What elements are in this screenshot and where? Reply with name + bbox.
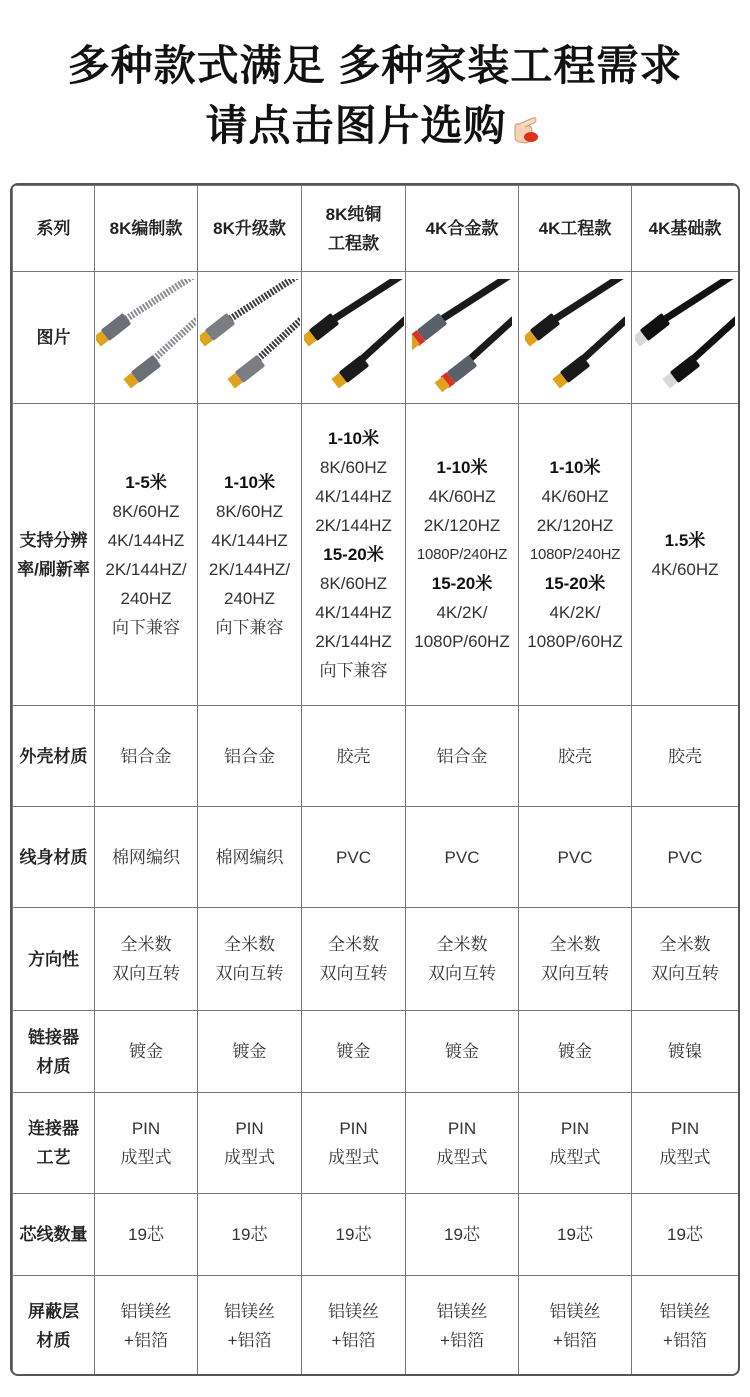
resolution-line: 4K/2K/ [436, 603, 488, 622]
row-label-line: 材质 [36, 1056, 71, 1076]
shield-line: 铝镁丝 [436, 1302, 488, 1321]
cable-body-value: PVC [557, 847, 593, 867]
direction-cell [95, 908, 198, 1011]
black-engineering-hdmi-cable-icon[interactable] [525, 279, 625, 397]
connector-craft-line: 成型式 [549, 1148, 601, 1167]
length-range: 1-10米 [549, 458, 601, 477]
direction-cell [198, 908, 302, 1011]
resolution-line: 1080P/60HZ [527, 632, 623, 651]
row-label-line: 链接器 [28, 1027, 79, 1047]
row-series [13, 186, 739, 272]
cores-cell [198, 1194, 302, 1276]
connector-material-value: 镀金 [445, 1042, 479, 1061]
row-resolution [13, 404, 739, 706]
resolution-line: 1080P/240HZ [416, 546, 508, 563]
braided-black-gray-hdmi-cable-icon[interactable] [200, 279, 300, 397]
resolution-line: 向下兼容 [112, 617, 180, 637]
shield-line: 铝镁丝 [120, 1302, 172, 1321]
cores-value: 19芯 [667, 1225, 703, 1244]
row-image [13, 272, 739, 404]
connector-craft-line: 成型式 [436, 1148, 488, 1167]
direction-line: 双向互转 [541, 964, 609, 983]
shield-cell [632, 1276, 739, 1377]
product-image-cell[interactable] [198, 272, 302, 404]
connector-craft-line: PIN [670, 1119, 700, 1138]
cable-body-value: PVC [444, 847, 480, 867]
row-label-shell [13, 706, 95, 807]
connector-craft-cell [406, 1093, 519, 1194]
cores-cell [406, 1194, 519, 1276]
direction-cell [406, 908, 519, 1011]
shell-value: 胶壳 [336, 746, 371, 766]
resolution-line: 8K/60HZ [319, 574, 388, 593]
page-title-line1: 多种款式满足 多种家装工程需求 [67, 42, 683, 89]
shell-value: 胶壳 [558, 746, 592, 766]
product-image-cell[interactable] [632, 272, 739, 404]
product-image-cell[interactable] [95, 272, 198, 404]
connector-craft-line: PIN [235, 1119, 264, 1138]
connector-material-cell [632, 1011, 739, 1093]
resolution-line: 4K/60HZ [541, 487, 609, 506]
direction-line: 全米数 [224, 935, 275, 954]
row-label-image [13, 272, 95, 404]
length-range: 15-20米 [323, 545, 384, 564]
shell-value: 铝合金 [224, 746, 275, 766]
shell-cell [519, 706, 632, 807]
series-name: 4K合金款 [425, 219, 499, 238]
row-label-line: 连接器 [28, 1119, 79, 1138]
row-label-line: 材质 [36, 1331, 71, 1350]
row-label-cable-body [13, 807, 95, 908]
connector-craft-line: 成型式 [120, 1148, 172, 1167]
row-label-resolution [13, 404, 95, 706]
direction-cell [632, 908, 739, 1011]
cores-cell [519, 1194, 632, 1276]
cores-value: 19芯 [335, 1225, 372, 1244]
connector-material-cell [519, 1011, 632, 1093]
direction-line: 全米数 [120, 935, 172, 954]
series-name: 4K基础款 [648, 219, 722, 238]
row-connector-material [13, 1011, 739, 1093]
shell-cell [302, 706, 406, 807]
connector-craft-cell [632, 1093, 739, 1194]
page-title-line2-text: 请点击图片选购 [205, 102, 507, 149]
direction-line: 全米数 [659, 935, 711, 954]
cores-value: 19芯 [231, 1225, 268, 1244]
series-name: 8K升级款 [213, 219, 286, 238]
connector-material-value: 镀金 [232, 1042, 267, 1061]
resolution-line: 2K/144HZ/ [105, 559, 187, 579]
resolution-line: 4K/144HZ [315, 603, 392, 622]
row-label-text: 外壳材质 [19, 746, 88, 766]
series-cell [198, 186, 302, 272]
series-cell [302, 186, 406, 272]
cores-cell [302, 1194, 406, 1276]
cable-body-value: 棉网编织 [112, 847, 180, 867]
resolution-cell [198, 404, 302, 706]
row-label-text: 方向性 [28, 949, 79, 969]
row-label-line: 屏蔽层 [28, 1302, 79, 1321]
page-title-line2 [0, 98, 750, 154]
direction-line: 双向互转 [651, 964, 719, 983]
connector-craft-line: 成型式 [224, 1148, 275, 1167]
direction-cell [302, 908, 406, 1011]
comparison-table [10, 183, 740, 1376]
shield-cell [302, 1276, 406, 1377]
shield-cell [519, 1276, 632, 1377]
cable-body-cell [406, 807, 519, 908]
shield-cell [95, 1276, 198, 1377]
row-shell [13, 706, 739, 807]
cable-body-cell [302, 807, 406, 908]
row-label-line: 支持分辨 [19, 530, 88, 550]
row-label-cores [13, 1194, 95, 1276]
shield-line: 铝镁丝 [224, 1302, 275, 1321]
row-label-text: 系列 [36, 219, 71, 238]
direction-line: 全米数 [328, 935, 379, 954]
alloy-hdmi-cable-icon[interactable] [412, 279, 512, 397]
connector-craft-cell [198, 1093, 302, 1194]
length-range: 1-5米 [125, 472, 167, 492]
spec-table [12, 185, 739, 1376]
shell-cell [95, 706, 198, 807]
length-range: 1-10米 [223, 472, 276, 492]
series-cell [519, 186, 632, 272]
cable-body-value: PVC [336, 847, 371, 867]
cores-cell [95, 1194, 198, 1276]
cable-body-value: 棉网编织 [215, 847, 284, 867]
connector-craft-line: PIN [447, 1119, 477, 1138]
resolution-cell [406, 404, 519, 706]
direction-line: 全米数 [549, 935, 601, 954]
resolution-line: 2K/120HZ [423, 516, 501, 535]
series-cell [95, 186, 198, 272]
product-image-cell[interactable] [406, 272, 519, 404]
shell-cell [406, 706, 519, 807]
row-label-shield [13, 1276, 95, 1377]
cable-body-cell [95, 807, 198, 908]
resolution-line: 8K/60HZ [319, 458, 388, 477]
connector-material-cell [302, 1011, 406, 1093]
resolution-line: 向下兼容 [215, 617, 284, 637]
cable-body-cell [632, 807, 739, 908]
resolution-line: 4K/144HZ [211, 530, 288, 550]
connector-material-value: 镀金 [558, 1042, 592, 1061]
resolution-line: 向下兼容 [319, 661, 388, 680]
direction-line: 双向互转 [319, 964, 388, 983]
series-name: 工程款 [328, 233, 379, 253]
resolution-line: 4K/60HZ [428, 487, 496, 506]
shield-line: +铝箔 [663, 1331, 707, 1350]
series-name: 4K工程款 [538, 219, 612, 238]
resolution-line: 1080P/60HZ [414, 632, 510, 651]
row-label-connector-material [13, 1011, 95, 1093]
shield-line: 铝镁丝 [328, 1302, 379, 1321]
series-cell [632, 186, 739, 272]
resolution-line: 4K/144HZ [315, 487, 392, 506]
row-label-connector-craft [13, 1093, 95, 1194]
shell-cell [198, 706, 302, 807]
length-range: 1-10米 [327, 429, 380, 448]
resolution-line: 240HZ [120, 588, 172, 608]
row-label-line: 率/刷新率 [17, 559, 90, 579]
shell-cell [632, 706, 739, 807]
direction-cell [519, 908, 632, 1011]
series-cell [406, 186, 519, 272]
connector-material-cell [406, 1011, 519, 1093]
row-label-text: 图片 [36, 328, 71, 347]
resolution-cell [632, 404, 739, 706]
black-copper-hdmi-cable-icon[interactable] [304, 279, 404, 397]
resolution-cell [95, 404, 198, 706]
cores-value: 19芯 [444, 1225, 480, 1244]
product-image-cell[interactable] [302, 272, 406, 404]
direction-line: 双向互转 [428, 964, 496, 983]
connector-craft-line: PIN [339, 1119, 368, 1138]
connector-craft-line: 成型式 [328, 1148, 379, 1167]
resolution-line: 4K/2K/ [549, 603, 601, 622]
resolution-line: 4K/144HZ [107, 530, 185, 550]
connector-craft-cell [302, 1093, 406, 1194]
cores-cell [632, 1194, 739, 1276]
cores-value: 19芯 [128, 1225, 164, 1244]
connector-craft-line: PIN [131, 1119, 161, 1138]
cable-body-cell [198, 807, 302, 908]
resolution-line: 1080P/240HZ [529, 546, 621, 563]
shield-line: +铝箔 [227, 1331, 272, 1350]
shell-value: 胶壳 [668, 746, 702, 766]
resolution-line: 2K/120HZ [536, 516, 614, 535]
connector-material-cell [198, 1011, 302, 1093]
shield-line: +铝箔 [553, 1331, 597, 1350]
resolution-line: 8K/60HZ [112, 501, 180, 521]
connector-craft-cell [519, 1093, 632, 1194]
shield-line: +铝箔 [124, 1331, 168, 1350]
connector-material-cell [95, 1011, 198, 1093]
length-range: 1-10米 [436, 458, 488, 477]
connector-craft-cell [95, 1093, 198, 1194]
length-range: 15-20米 [544, 574, 606, 593]
resolution-cell [302, 404, 406, 706]
connector-material-value: 镀金 [129, 1042, 163, 1061]
direction-line: 双向互转 [215, 964, 284, 983]
resolution-cell [519, 404, 632, 706]
row-connector-craft [13, 1093, 739, 1194]
connector-material-value: 镀金 [336, 1042, 371, 1061]
length-range: 15-20米 [431, 574, 493, 593]
basic-black-hdmi-cable-icon[interactable] [635, 279, 735, 397]
cable-body-value: PVC [667, 847, 703, 867]
connector-craft-line: 成型式 [659, 1148, 711, 1167]
row-cores [13, 1194, 739, 1276]
cable-body-cell [519, 807, 632, 908]
resolution-line: 2K/144HZ/ [208, 559, 291, 579]
connector-material-value: 镀镍 [668, 1042, 702, 1061]
row-cable-body [13, 807, 739, 908]
length-range: 1.5米 [664, 530, 706, 550]
resolution-line: 240HZ [223, 588, 276, 608]
shell-value: 铝合金 [120, 746, 172, 766]
shield-line: 铝镁丝 [549, 1302, 601, 1321]
row-label-text: 线身材质 [19, 847, 88, 867]
row-shield [13, 1276, 739, 1377]
resolution-line: 2K/144HZ [315, 516, 392, 535]
shield-line: +铝箔 [440, 1331, 484, 1350]
shell-value: 铝合金 [436, 746, 488, 766]
resolution-line: 2K/144HZ [315, 632, 392, 651]
cores-value: 19芯 [557, 1225, 593, 1244]
direction-line: 全米数 [436, 935, 488, 954]
row-label-direction [13, 908, 95, 1011]
shield-line: +铝箔 [331, 1331, 376, 1350]
braided-gray-hdmi-cable-icon[interactable] [96, 279, 196, 397]
direction-line: 双向互转 [112, 964, 180, 983]
series-name: 8K编制款 [109, 219, 183, 238]
product-image-cell[interactable] [519, 272, 632, 404]
resolution-line: 8K/60HZ [215, 501, 284, 521]
row-label-series [13, 186, 95, 272]
series-name: 8K纯铜 [325, 204, 382, 224]
resolution-line: 4K/60HZ [651, 559, 719, 579]
row-direction [13, 908, 739, 1011]
pointing-hand-icon [509, 111, 545, 147]
row-label-line: 工艺 [36, 1148, 71, 1167]
connector-craft-line: PIN [560, 1119, 590, 1138]
shield-line: 铝镁丝 [659, 1302, 711, 1321]
row-label-text: 芯线数量 [19, 1225, 88, 1244]
shield-cell [198, 1276, 302, 1377]
shield-cell [406, 1276, 519, 1377]
